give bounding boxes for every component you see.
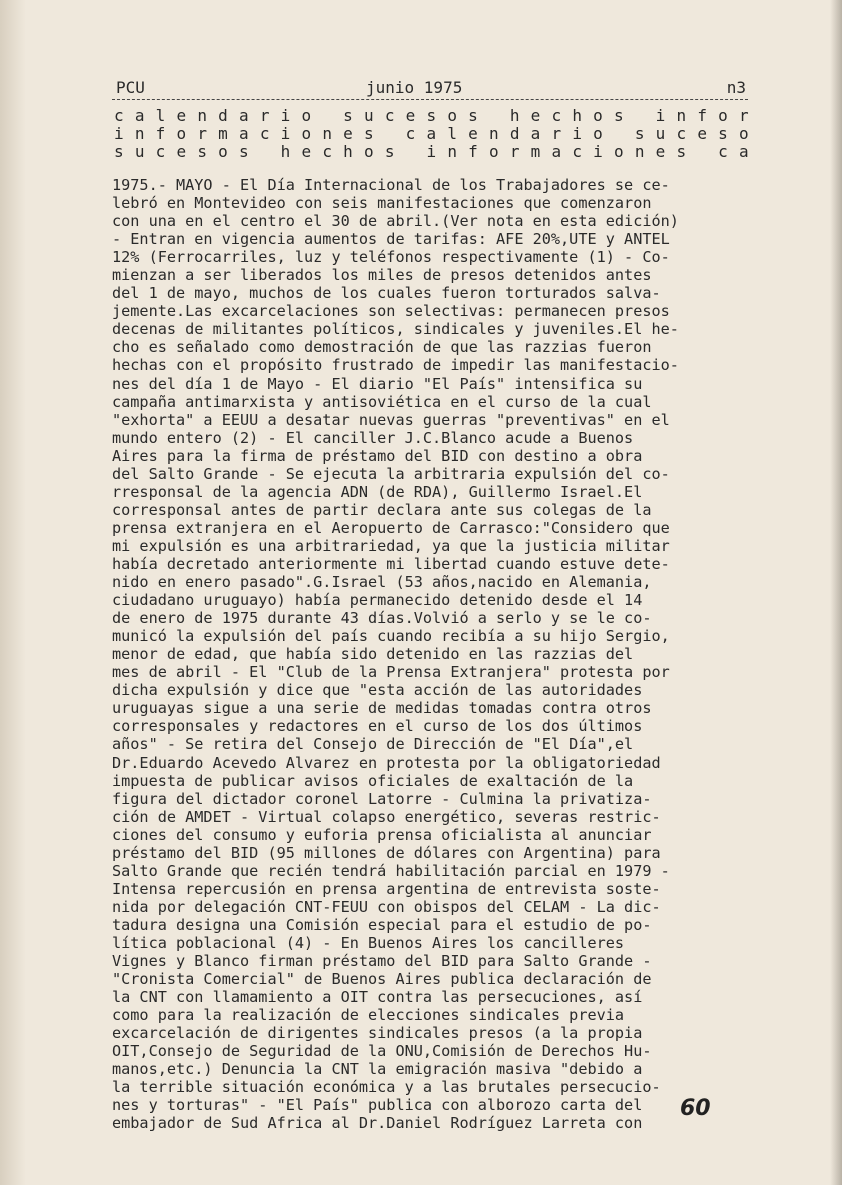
- header-rule: [112, 99, 748, 101]
- banner-line-2: informaciones calendario suceso: [114, 124, 760, 143]
- body-line: la CNT con llamamiento a OIT contra las persecuciones, así: [112, 988, 643, 1007]
- body-line: "exhorta" a EEUU a desatar nuevas guerras "preventivas" en el: [112, 410, 670, 429]
- body-line: figura del dictador coronel Latorre - Culmina la privatiza-: [112, 789, 652, 808]
- body-line: ción de AMDET - Virtual colapso energético, severas restric-: [112, 807, 661, 826]
- page-number: 60: [680, 1096, 711, 1121]
- body-line: como para la realización de elecciones sindicales previa: [112, 1006, 625, 1025]
- body-line: lebró en Montevideo con seis manifestaciones que comenzaron: [112, 194, 652, 213]
- header-issue-number: n3: [726, 78, 746, 97]
- body-line: nida por delegación CNT-FEUU con obispos del CELAM - La dic-: [112, 897, 661, 916]
- body-line: uruguayas sigue a una serie de medidas tomadas contra otros: [112, 699, 652, 718]
- body-line: - Entran en vigencia aumentos de tarifas: AFE 20%,UTE y ANTEL: [112, 230, 670, 249]
- body-line: ciudadano uruguayo) había permanecido detenido desde el 14: [112, 591, 643, 610]
- body-line: préstamo del BID (95 millones de dólares con Argentina) para: [112, 843, 661, 862]
- body-line: rresponsal de la agencia ADN (de RDA), Guillermo Israel.El: [112, 482, 643, 501]
- body-line: manos,etc.) Denuncia la CNT la emigración masiva "debido a: [112, 1060, 643, 1079]
- body-line: Intensa repercusión en prensa argentina de entrevista soste-: [112, 879, 661, 898]
- body-line: mes de abril - El "Club de la Prensa Extranjera" protesta por: [112, 663, 670, 682]
- banner-line-1: calendario sucesos hechos infor: [114, 106, 760, 125]
- body-line: Vignes y Blanco firman préstamo del BID para Salto Grande -: [112, 952, 652, 971]
- body-line: con una en el centro el 30 de abril.(Ver nota en esta edición): [112, 212, 679, 231]
- body-line: campaña antimarxista y antisoviética en el curso de la cual: [112, 392, 652, 411]
- body-line: municó la expulsión del país cuando recibía a su hijo Sergio,: [112, 627, 670, 646]
- body-line: nes y torturas" - "El País" publica con alborozo carta del: [112, 1096, 643, 1115]
- body-line: del 1 de mayo, muchos de los cuales fueron torturados salva-: [112, 284, 661, 303]
- body-line: hechas con el propósito frustrado de impedir las manifestacio-: [112, 356, 679, 375]
- body-line: decenas de militantes políticos, sindicales y juveniles.El he-: [112, 320, 679, 339]
- body-line: lítica poblacional (4) - En Buenos Aires los cancilleres: [112, 933, 625, 952]
- body-line: ciones del consumo y euforia prensa oficialista al anunciar: [112, 825, 652, 844]
- banner-line-3: sucesos hechos informaciones ca: [114, 142, 760, 161]
- body-line: mienzan a ser liberados los miles de presos detenidos antes: [112, 266, 652, 285]
- body-line: excarcelación de dirigentes sindicales presos (a la propia: [112, 1024, 643, 1043]
- body-line: cho es señalado como demostración de que las razzias fueron: [112, 338, 652, 357]
- body-line: mi expulsión es una arbitrariedad, ya que la justicia militar: [112, 536, 670, 555]
- body-line: mundo entero (2) - El canciller J.C.Blanco acude a Buenos: [112, 428, 634, 447]
- body-line: "Cronista Comercial" de Buenos Aires publica declaración de: [112, 970, 652, 989]
- page-left-edge: [0, 0, 26, 1185]
- body-line: corresponsal antes de partir declara ante sus colegas de la: [112, 500, 652, 519]
- body-line: dicha expulsión y dice que "esta acción de las autoridades: [112, 681, 643, 700]
- body-line: corresponsales y redactores en el curso de los dos últimos: [112, 717, 643, 736]
- body-line: OIT,Consejo de Seguridad de la ONU,Comisión de Derechos Hu-: [112, 1042, 652, 1061]
- body-line: embajador de Sud Africa al Dr.Daniel Rodríguez Larreta con: [112, 1114, 643, 1133]
- body-line: la terrible situación económica y a las brutales persecucio-: [112, 1078, 661, 1097]
- body-line: nido en enero pasado".G.Israel (53 años,nacido en Alemania,: [112, 573, 652, 592]
- body-line: Salto Grande que recién tendrá habilitación parcial en 1979 -: [112, 861, 670, 880]
- body-line: 1975.- MAYO - El Día Internacional de los Trabajadores se ce-: [112, 176, 670, 194]
- body-line: Dr.Eduardo Acevedo Alvarez en protesta por la obligatoriedad: [112, 753, 661, 772]
- body-line: nes del día 1 de Mayo - El diario "El País" intensifica su: [112, 374, 643, 393]
- body-line: 12% (Ferrocarriles, luz y teléfonos respectivamente (1) - Co-: [112, 248, 670, 267]
- body-line: había decretado anteriormente mi libertad cuando estuve dete-: [112, 554, 670, 573]
- body-line: Aires para la firma de préstamo del BID con destino a obra: [112, 446, 643, 465]
- body-line: prensa extranjera en el Aeropuerto de Carrasco:"Considero que: [112, 518, 670, 537]
- body-line: menor de edad, que había sido detenido en las razzias del: [112, 645, 634, 664]
- body-line: años" - Se retira del Consejo de Dirección de "El Día",el: [112, 735, 634, 754]
- article-body: [112, 176, 762, 1132]
- body-line: impuesta de publicar avisos oficiales de exaltación de la: [112, 771, 634, 790]
- body-line: del Salto Grande - Se ejecuta la arbitraria expulsión del co-: [112, 464, 670, 483]
- body-line: jemente.Las excarcelaciones son selectivas: permanecen presos: [112, 302, 670, 321]
- body-line: de enero de 1975 durante 43 días.Volvió a serlo y se le co-: [112, 609, 652, 628]
- page-right-edge: [830, 0, 842, 1185]
- header-publication: PCU: [116, 78, 145, 97]
- body-line: tadura designa una Comisión especial para el estudio de po-: [112, 915, 652, 934]
- header-date: junio 1975: [366, 78, 463, 97]
